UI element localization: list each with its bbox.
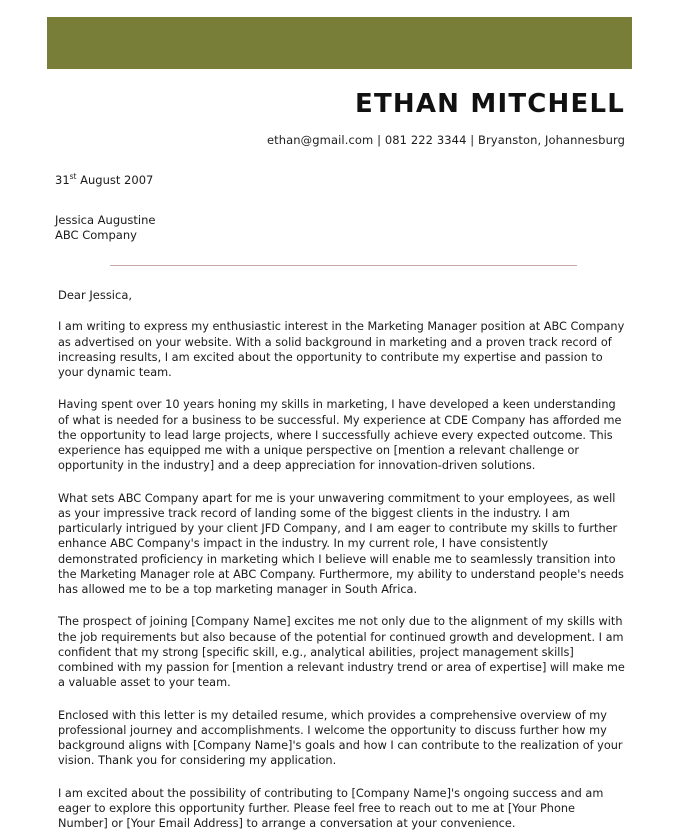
letter-paragraph: What sets ABC Company apart for me is your unwavering commitment to your employees, as well as your impressive track record of landing some of the biggest clients in the industry. I am particularly intrigued by your client JFD Company, and I am eager to contribute my skills to further enhance ABC Company's impact in the industry. In my current role, I have consistently demonstrated proficiency in marketing which I believe will enable me to seamlessly transition into the Marketing Manager role at ABC Company. Furthermore, my ability to understand people's needs has allowed me to be a top marketing manager in South Africa. xyxy=(58,491,624,597)
salutation: Dear Jessica, xyxy=(58,288,133,303)
recipient-company: ABC Company xyxy=(55,228,137,243)
header-name-block xyxy=(47,90,625,147)
header-color-band xyxy=(47,17,632,69)
applicant-name: ETHAN MITCHELL xyxy=(354,89,625,119)
date-number: 31 xyxy=(55,172,70,187)
contact-info-line: ethan@gmail.com | 081 222 3344 | Bryanston, Johannesburg xyxy=(266,132,625,147)
date-ordinal-suffix: st xyxy=(69,172,77,181)
letter-body-wrapper xyxy=(55,172,628,831)
letter-paragraph: The prospect of joining [Company Name] excites me not only due to the alignment of my skills with the job requirements but also because of the potential for continued growth and development. I am confident that my strong [specific skill, e.g., analytical abilities, project management skills] combined with my passion for [mention a relevant industry trend or area of expertise] will make me a valuable asset to your team. xyxy=(58,615,625,690)
letter-paragraph: I am writing to express my enthusiastic interest in the Marketing Manager position at ABC Company as advertised on your website. With a solid background in marketing and a proven track record of increasing results, I am excited about the opportunity to contribute my expertise and passion to your dynamic team. xyxy=(58,320,625,380)
date-month-year: August 2007 xyxy=(76,172,154,187)
section-divider xyxy=(110,265,577,266)
letter-date xyxy=(55,172,628,187)
letter-paragraph: Having spent over 10 years honing my skills in marketing, I have developed a keen understanding of what is needed for a business to be successful. My experience at CDE Company has afforded me the opportunity to lead large projects, where I successfully achieve every expected outcome. This experience has equipped me with a unique perspective on [mention a relevant challenge or opportunity in the industry] and a deep appreciation for innovation-driven solutions. xyxy=(58,398,622,473)
letter-paragraphs xyxy=(58,319,628,831)
letter-paragraph: Enclosed with this letter is my detailed resume, which provides a comprehensive overview of my professional journey and accomplishments. I welcome the opportunity to discuss further how my background aligns with [Company Name]'s goals and how I can contribute to the realization of your vision. Thank you for considering my application. xyxy=(58,708,623,768)
recipient-name: Jessica Augustine xyxy=(55,212,156,227)
recipient-block xyxy=(55,213,628,244)
letter-paragraph: I am excited about the possibility of contributing to [Company Name]'s ongoing success and am eager to explore this opportunity further. Please feel free to reach out to me at [Your Phone Number] or [Your Email Address] to arrange a conversation at your convenience. xyxy=(58,786,604,831)
